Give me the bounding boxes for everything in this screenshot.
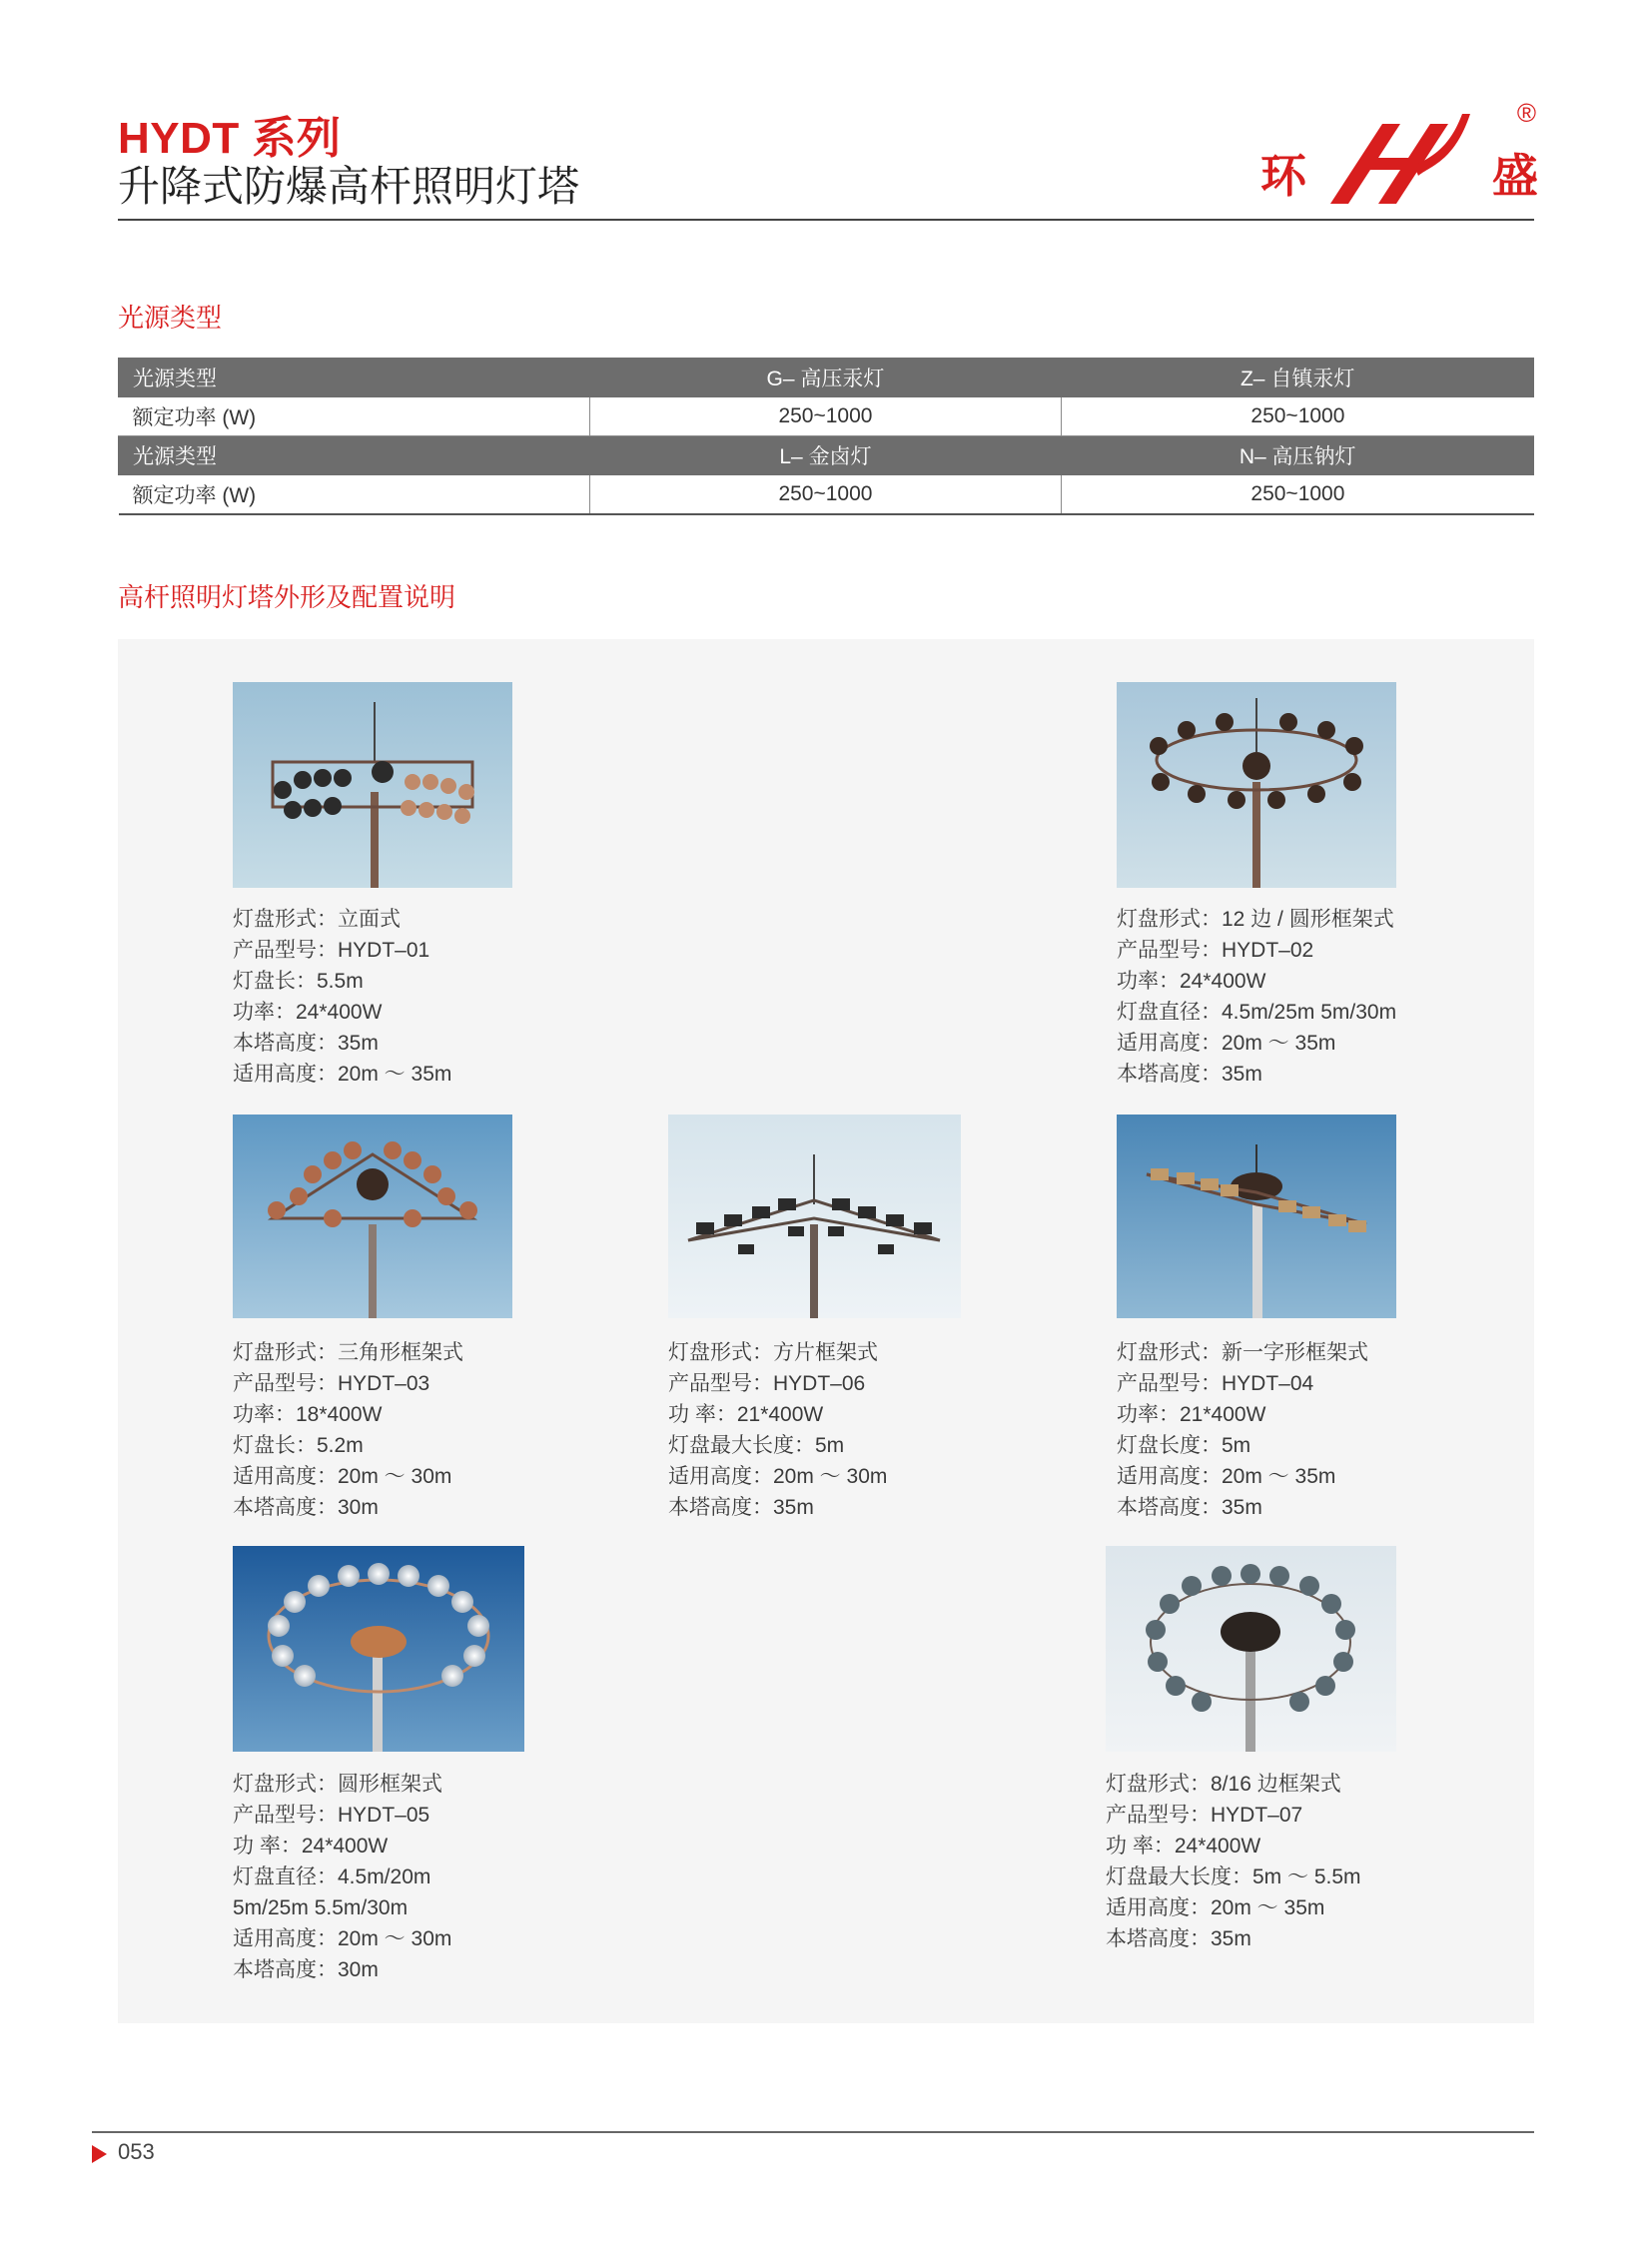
- table-row: [119, 475, 1534, 515]
- table-cell: 250~1000: [589, 475, 1062, 515]
- spec-line: 适用高度：20m ～ 30m: [233, 1927, 452, 1950]
- registered-mark: ®: [1516, 98, 1536, 128]
- table-cell: N– 高压钠灯: [1062, 436, 1534, 475]
- logo-char-left: 环: [1260, 149, 1306, 203]
- spec-line: 功率：24*400W: [1117, 970, 1266, 993]
- table-cell: 250~1000: [589, 397, 1062, 436]
- header-divider: [118, 219, 1534, 221]
- spec-line: 灯盘形式：8/16 边框架式: [1106, 1773, 1341, 1796]
- spec-line: 本塔高度：30m: [233, 1496, 379, 1519]
- spec-line: 灯盘直径：4.5m/20m: [233, 1866, 431, 1888]
- spec-line: 灯盘长：5.2m: [233, 1434, 364, 1457]
- product-specs-hydt-05: [233, 1769, 451, 1985]
- spec-line: 灯盘长度：5m: [1117, 1434, 1251, 1457]
- page-arrow-icon: [92, 2145, 107, 2163]
- footer-divider: [92, 2131, 1534, 2133]
- table-row: [119, 436, 1534, 475]
- table-cell: 光源类型: [119, 359, 590, 397]
- spec-line: 产品型号：HYDT–04: [1117, 1372, 1314, 1395]
- table-cell: 光源类型: [119, 436, 590, 475]
- logo-hs-mark: [1322, 106, 1472, 210]
- spec-line: 适用高度：20m ～ 30m: [668, 1465, 888, 1488]
- product-photo-hydt-06: [668, 1115, 961, 1318]
- product-specs-hydt-01: [233, 904, 451, 1090]
- light-source-table: [118, 358, 1534, 515]
- table-cell: G– 高压汞灯: [589, 359, 1062, 397]
- table-cell: 250~1000: [1062, 475, 1534, 515]
- spec-line: 灯盘形式：新一字形框架式: [1117, 1341, 1368, 1364]
- page-number: 053: [118, 2139, 155, 2164]
- product-photo-hydt-03: [233, 1115, 512, 1318]
- section-title-config: 高杆照明灯塔外形及配置说明: [118, 582, 456, 612]
- product-photo-hydt-02: [1117, 682, 1396, 888]
- product-photo-hydt-05: [233, 1546, 524, 1752]
- spec-line: 本塔高度：35m: [1117, 1063, 1262, 1086]
- spec-line: 灯盘直径：4.5m/25m 5m/30m: [1117, 1001, 1397, 1024]
- table-cell: L– 金卤灯: [589, 436, 1062, 475]
- spec-line: 产品型号：HYDT–02: [1117, 939, 1314, 962]
- spec-line: 适用高度：20m ～ 35m: [233, 1063, 452, 1086]
- logo-char-right: 盛: [1492, 149, 1538, 203]
- spec-line: 产品型号：HYDT–07: [1106, 1804, 1303, 1827]
- spec-line: 灯盘形式：12 边 / 圆形框架式: [1117, 908, 1394, 931]
- spec-line: 本塔高度：35m: [1106, 1927, 1251, 1950]
- series-title: HYDT 系列: [118, 114, 342, 163]
- spec-line: 适用高度：20m ～ 30m: [233, 1465, 452, 1488]
- spec-line: 灯盘形式：方片框架式: [668, 1341, 878, 1364]
- spec-line: 功率：24*400W: [233, 1001, 383, 1024]
- spec-line: 本塔高度：35m: [668, 1496, 814, 1519]
- product-specs-hydt-06: [668, 1337, 887, 1523]
- table-cell: 额定功率 (W): [119, 475, 590, 515]
- table-cell: Z– 自镇汞灯: [1062, 359, 1534, 397]
- spec-line: 灯盘形式：立面式: [233, 908, 401, 931]
- spec-line: 本塔高度：30m: [233, 1958, 379, 1981]
- spec-line: 产品型号：HYDT–06: [668, 1372, 866, 1395]
- table-cell: 额定功率 (W): [119, 397, 590, 436]
- product-photo-hydt-07: [1106, 1546, 1396, 1752]
- spec-line: 本塔高度：35m: [1117, 1496, 1262, 1519]
- brand-logo: [1260, 98, 1538, 212]
- table-row: [119, 359, 1534, 397]
- spec-line: 功 率：24*400W: [1106, 1835, 1261, 1858]
- product-specs-hydt-02: [1117, 904, 1396, 1090]
- product-specs-hydt-03: [233, 1337, 463, 1523]
- table-row: [119, 397, 1534, 436]
- section-title-light-source: 光源类型: [118, 303, 223, 333]
- spec-line: 适用高度：20m ～ 35m: [1117, 1032, 1336, 1055]
- table-cell: 250~1000: [1062, 397, 1534, 436]
- spec-line: 功 率：21*400W: [668, 1403, 824, 1426]
- spec-line: 灯盘最大长度：5m: [668, 1434, 845, 1457]
- product-photo-hydt-01: [233, 682, 512, 888]
- spec-line: 灯盘长：5.5m: [233, 970, 364, 993]
- spec-line: 功率：18*400W: [233, 1403, 383, 1426]
- product-photo-hydt-04: [1117, 1115, 1396, 1318]
- spec-line: 功率：21*400W: [1117, 1403, 1266, 1426]
- spec-line: 产品型号：HYDT–05: [233, 1804, 430, 1827]
- spec-line: 本塔高度：35m: [233, 1032, 379, 1055]
- page-title: 升降式防爆高杆照明灯塔: [118, 163, 580, 210]
- spec-line: 5m/25m 5.5m/30m: [233, 1896, 409, 1919]
- spec-line: 灯盘最大长度：5m ～ 5.5m: [1106, 1866, 1361, 1888]
- product-specs-hydt-04: [1117, 1337, 1368, 1523]
- spec-line: 产品型号：HYDT–01: [233, 939, 430, 962]
- spec-line: 灯盘形式：圆形框架式: [233, 1773, 442, 1796]
- spec-line: 适用高度：20m ～ 35m: [1106, 1896, 1325, 1919]
- spec-line: 产品型号：HYDT–03: [233, 1372, 430, 1395]
- spec-line: 功 率：24*400W: [233, 1835, 389, 1858]
- spec-line: 适用高度：20m ～ 35m: [1117, 1465, 1336, 1488]
- product-specs-hydt-07: [1106, 1769, 1361, 1954]
- spec-line: 灯盘形式：三角形框架式: [233, 1341, 463, 1364]
